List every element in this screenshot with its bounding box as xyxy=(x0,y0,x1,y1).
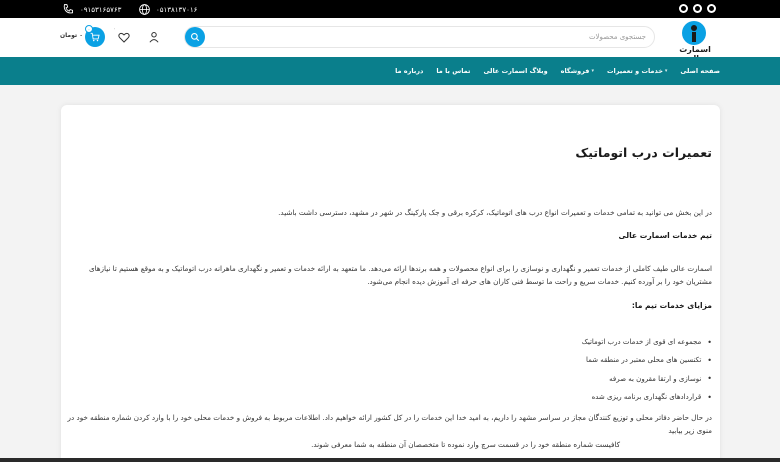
benefits-list xyxy=(582,333,712,406)
representatives-paragraph: در حال حاضر دفاتر محلی و توزیع کنندگان مجاز در سراسر مشهد را داریم، به امید خدا این خدمات را در کل کشور ارائه خواهیم داد. اطلاعات مربوط به فروش و خدمات محلی خود را با وارد کردن شماره منطقه خود در منوی زیر بیابید xyxy=(67,413,712,435)
nav-item-label: تماس با ما xyxy=(436,67,471,75)
team-heading: تیم خدمات اسمارت عالی xyxy=(618,231,712,240)
list-item: • تکنسین های محلی معتبر در منطقه شما xyxy=(582,351,712,369)
heart-icon[interactable] xyxy=(118,32,130,43)
cart-total: ۰ تومان xyxy=(60,32,83,39)
phone-icon xyxy=(62,3,75,16)
chevron-down-icon: ▾ xyxy=(591,68,594,74)
social-links xyxy=(679,4,716,13)
search-region-paragraph: کافیست شماره منطقه خود را در قسمت سرچ وارد نموده تا متخصصان آن منطقه به شما معرفی شوند. xyxy=(311,440,620,449)
user-account-icon[interactable] xyxy=(148,31,160,43)
site-header xyxy=(0,18,780,57)
globe-icon xyxy=(138,3,151,16)
top-bar xyxy=(0,0,780,18)
nav-item-label: خدمات و تعمیرات xyxy=(606,67,663,75)
cart-icon xyxy=(90,32,100,42)
nav-item-label: وبلاگ اسمارت عالی xyxy=(483,67,548,75)
nav-item-label: فروشگاه xyxy=(560,67,590,75)
content-card xyxy=(61,105,720,462)
list-item: • مجموعه ای قوی از خدمات درب اتوماتیک xyxy=(582,333,712,351)
site-logo[interactable] xyxy=(670,20,720,56)
phone-number-office: ۰۵۱۳۸۱۳۷۰۱۶ xyxy=(156,5,198,14)
instagram-icon[interactable] xyxy=(679,4,688,13)
nav-item-contact[interactable] xyxy=(436,67,470,75)
nav-item-home[interactable] xyxy=(680,67,720,75)
phone-link-office[interactable] xyxy=(138,3,197,16)
phone-link-mobile[interactable] xyxy=(62,3,121,16)
benefits-heading: مزایای خدمات تیم ما: xyxy=(631,301,712,310)
phone-number-mobile: ۰۹۱۵۳۱۶۵۷۶۳ xyxy=(80,5,122,14)
cart-count: ۰ xyxy=(85,25,93,33)
nav-item-about[interactable] xyxy=(395,67,423,75)
search-input[interactable] xyxy=(226,30,646,44)
search-icon xyxy=(190,32,200,42)
list-item: • قراردادهای نگهداری برنامه ریزی شده xyxy=(582,388,712,406)
wishlist-count: ۰ xyxy=(113,26,116,32)
nav-item-shop[interactable] xyxy=(561,67,594,75)
telegram-icon[interactable] xyxy=(707,4,716,13)
chevron-down-icon: ▾ xyxy=(664,68,668,74)
intro-paragraph: در این بخش می توانید به تمامی خدمات و تعمیرات انواع درب های اتوماتیک، کرکره برقی و جک پارکینگ در شهر در مشهد، دسترسی داشت باشید. xyxy=(278,208,712,217)
nav-item-label: صفحه اصلی xyxy=(680,67,720,75)
page-title: تعمیرات درب اتوماتیک xyxy=(575,145,712,160)
nav-item-blog[interactable] xyxy=(483,67,547,75)
main-nav xyxy=(0,57,780,85)
whatsapp-icon[interactable] xyxy=(693,4,702,13)
team-paragraph: اسمارت عالی طیف کاملی از خدمات تعمیر و نگهداری و نوسازی را برای انواع محصولات و همه برندها ارائه می‌دهد. ما متعهد به ارائه خدمات و تعمیر و نگهداری ماهرانه درب اتوماتیک و به موقع هستیم تا نیازهای مشتریان خود را بر آورده کنیم. خدمات سریع و راحت ما توسط فنی کاران های حرفه ای آموزش دیده انجام می‌شود. xyxy=(88,264,712,286)
logo-mark-icon xyxy=(682,21,706,45)
nav-item-services[interactable] xyxy=(607,67,667,75)
list-item: • نوسازی و ارتقا مقرون به صرفه xyxy=(582,370,712,388)
nav-item-label: درباره ما xyxy=(395,67,424,75)
footer-edge xyxy=(0,458,780,462)
logo-text: اسمارت xyxy=(679,45,711,54)
search-button[interactable] xyxy=(185,27,205,47)
search-box xyxy=(184,26,655,48)
